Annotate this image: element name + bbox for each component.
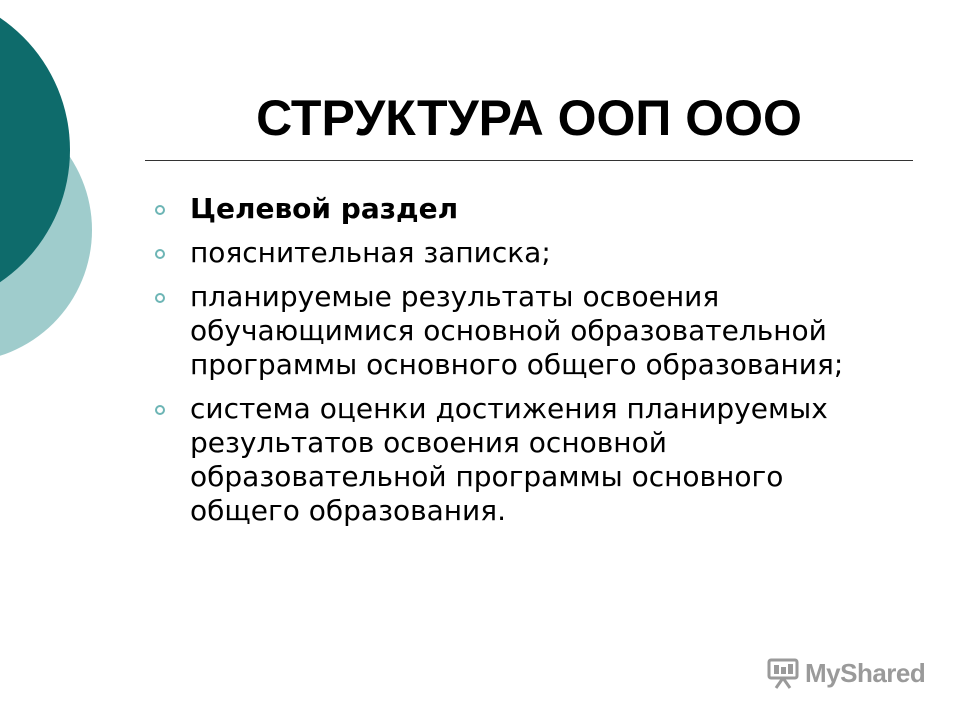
bullet-text: пояснительная записка; bbox=[190, 236, 551, 269]
presentation-board-icon bbox=[766, 656, 800, 690]
bullet-item bbox=[155, 192, 895, 226]
bullet-list bbox=[155, 192, 895, 538]
bullet-item bbox=[155, 392, 895, 528]
decorative-circles bbox=[0, 0, 120, 420]
bullet-text: планируемые результаты освоения обучающимися основной образовательной программы основного общего образования; bbox=[190, 280, 844, 381]
bullet-item bbox=[155, 280, 895, 382]
bullet-ring-icon bbox=[155, 249, 165, 259]
bullet-item bbox=[155, 236, 895, 270]
title-divider bbox=[145, 160, 913, 161]
slide-title: СТРУКТУРА ООП ООО bbox=[256, 90, 802, 146]
bullet-text: Целевой раздел bbox=[190, 192, 459, 225]
bullet-ring-icon bbox=[155, 405, 165, 415]
bullet-text: система оценки достижения планируемых результатов освоения основной образовательной программы основного общего образования. bbox=[190, 392, 828, 527]
bullet-ring-icon bbox=[155, 293, 165, 303]
bullet-ring-icon bbox=[155, 205, 165, 215]
myshared-watermark bbox=[766, 653, 925, 693]
watermark-text: MyShared bbox=[805, 657, 926, 688]
